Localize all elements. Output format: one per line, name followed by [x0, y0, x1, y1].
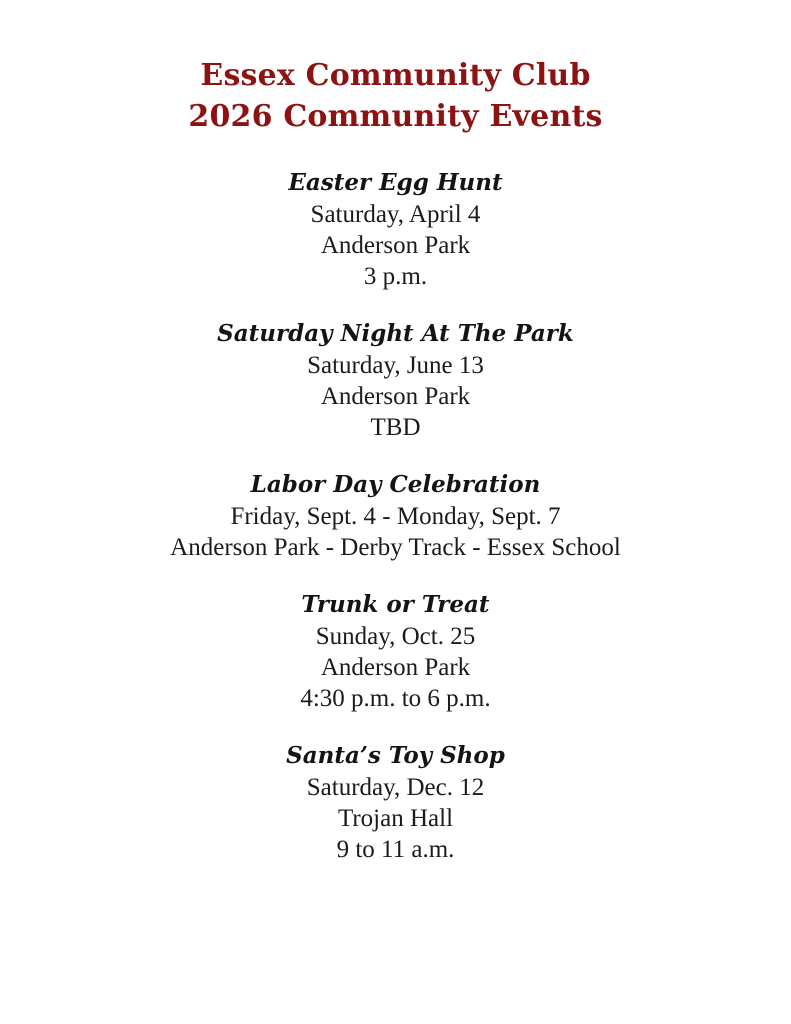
event-time: 4:30 p.m. to 6 p.m.: [300, 685, 491, 712]
event-date: Sunday, Oct. 25: [315, 623, 476, 650]
event-location: Anderson Park - Derby Track - Essex School: [170, 534, 621, 561]
event-location: Trojan Hall: [337, 805, 454, 832]
event-time: 3 p.m.: [363, 263, 428, 290]
event-time: TBD: [370, 414, 421, 441]
title-line-2: 2026 Community Events: [188, 99, 603, 134]
event-name: Saturday Night At The Park: [217, 320, 574, 347]
title-line-1: Essex Community Club: [200, 58, 591, 93]
event-date: Friday, Sept. 4 - Monday, Sept. 7: [230, 503, 561, 530]
event-time: 9 to 11 a.m.: [336, 836, 455, 863]
event-location: Anderson Park: [320, 232, 471, 259]
event-name: Easter Egg Hunt: [288, 169, 503, 196]
event-date: Saturday, June 13: [307, 352, 484, 379]
event-name: Santa’s Toy Shop: [286, 742, 505, 769]
event-entry: [60, 318, 731, 443]
event-entry: [60, 740, 731, 865]
event-entry: [60, 589, 731, 714]
event-entry: [60, 167, 731, 292]
event-date: Saturday, April 4: [310, 201, 481, 228]
page-title: [60, 55, 731, 137]
event-entry: [60, 469, 731, 563]
event-date: Saturday, Dec. 12: [306, 774, 485, 801]
event-location: Anderson Park: [320, 383, 471, 410]
event-location: Anderson Park: [320, 654, 471, 681]
events-list: [60, 167, 731, 865]
event-name: Labor Day Celebration: [250, 471, 541, 498]
event-name: Trunk or Treat: [301, 591, 490, 618]
